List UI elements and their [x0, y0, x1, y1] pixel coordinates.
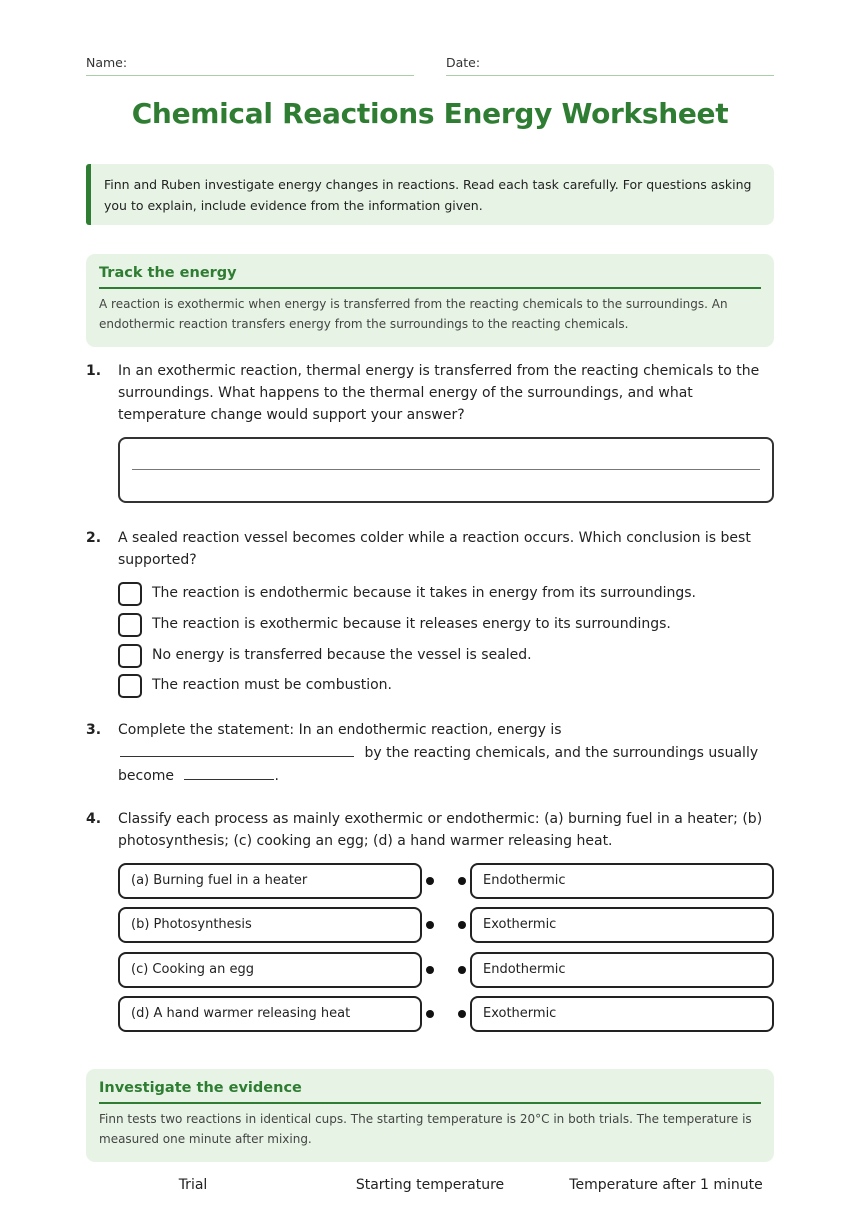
- question-text: Classify each process as mainly exothermic or endothermic: (a) burning fuel in a heater; (b) photosynthesis; (c) cooking an egg; (d) a hand warmer releasing heat.: [118, 811, 763, 849]
- table-header-trial: Trial: [178, 1177, 208, 1193]
- match-dot-right[interactable]: [458, 921, 466, 929]
- match-left-item[interactable]: (c) Cooking an egg: [118, 952, 422, 988]
- answer-box[interactable]: [118, 437, 774, 503]
- section-investigate-evidence: [86, 1069, 774, 1162]
- checkbox[interactable]: [118, 674, 142, 698]
- section-body: A reaction is exothermic when energy is transferred from the reacting chemicals to the surroundings. An endothermic reaction transfers energy from the surroundings to the reacting chemicals.: [99, 297, 728, 331]
- section-track-energy: [86, 254, 774, 347]
- question-text: In an exothermic reaction, thermal energy is transferred from the reacting chemicals to the surroundings. What happens to the thermal energy of the surroundings, and what temperature change would support your answer?: [118, 363, 760, 423]
- option-label: The reaction must be combustion.: [152, 677, 393, 693]
- statement-end: .: [274, 768, 279, 784]
- match-left-item[interactable]: (d) A hand warmer releasing heat: [118, 996, 422, 1032]
- checkbox[interactable]: [118, 644, 142, 668]
- match-dot-right[interactable]: [458, 1010, 466, 1018]
- match-left-item[interactable]: (a) Burning fuel in a heater: [118, 863, 422, 899]
- match-dot-right[interactable]: [458, 966, 466, 974]
- name-label: Name:: [86, 55, 128, 70]
- option-label: The reaction is exothermic because it releases energy to its surroundings.: [152, 616, 671, 632]
- statement-part-3: become: [118, 768, 175, 784]
- table-header-starting-temperature: Starting temperature: [355, 1177, 505, 1193]
- name-field[interactable]: [86, 55, 414, 76]
- match-dot-right[interactable]: [458, 877, 466, 885]
- match-right-item[interactable]: Exothermic: [470, 907, 774, 943]
- match-left-item[interactable]: (b) Photosynthesis: [118, 907, 422, 943]
- question-3: [86, 719, 774, 789]
- date-field[interactable]: [446, 55, 774, 76]
- option-label: No energy is transferred because the vessel is sealed.: [152, 647, 532, 663]
- intro-text: Finn and Ruben investigate energy changes in reactions. Read each task carefully. For questions asking you to explain, include evidence from the information given.: [104, 177, 752, 213]
- statement-part-1: Complete the statement: In an endothermic reaction, energy is: [118, 722, 562, 738]
- worksheet-title: Chemical Reactions Energy Worksheet: [131, 97, 729, 130]
- match-right-item[interactable]: Exothermic: [470, 996, 774, 1032]
- section-heading: Track the energy: [99, 265, 761, 289]
- section-heading: Investigate the evidence: [99, 1080, 761, 1104]
- answer-line: [132, 469, 760, 470]
- question-text: [118, 719, 768, 787]
- fill-blank-1[interactable]: [120, 741, 354, 757]
- option-label: The reaction is endothermic because it takes in energy from its surroundings.: [152, 585, 697, 601]
- statement-part-2: by the reacting chemicals, and the surroundings usually: [364, 745, 759, 761]
- section-body: Finn tests two reactions in identical cups. The starting temperature is 20°C in both trials. The temperature is measured one minute after mixing.: [99, 1112, 752, 1146]
- question-number: 1.: [86, 363, 102, 379]
- checkbox[interactable]: [118, 613, 142, 637]
- match-dot-left[interactable]: [426, 966, 434, 974]
- date-label: Date:: [446, 55, 481, 70]
- match-dot-left[interactable]: [426, 1010, 434, 1018]
- question-number: 4.: [86, 811, 102, 827]
- match-right-item[interactable]: Endothermic: [470, 863, 774, 899]
- fill-blank-2[interactable]: [184, 764, 274, 780]
- checkbox[interactable]: [118, 582, 142, 606]
- question-text: A sealed reaction vessel becomes colder while a reaction occurs. Which conclusion is best supported?: [118, 530, 751, 568]
- match-dot-left[interactable]: [426, 877, 434, 885]
- question-number: 3.: [86, 722, 102, 738]
- intro-callout: [86, 164, 774, 225]
- table-header-temperature-after: Temperature after 1 minute: [569, 1177, 763, 1193]
- question-number: 2.: [86, 530, 102, 546]
- match-right-item[interactable]: Endothermic: [470, 952, 774, 988]
- match-dot-left[interactable]: [426, 921, 434, 929]
